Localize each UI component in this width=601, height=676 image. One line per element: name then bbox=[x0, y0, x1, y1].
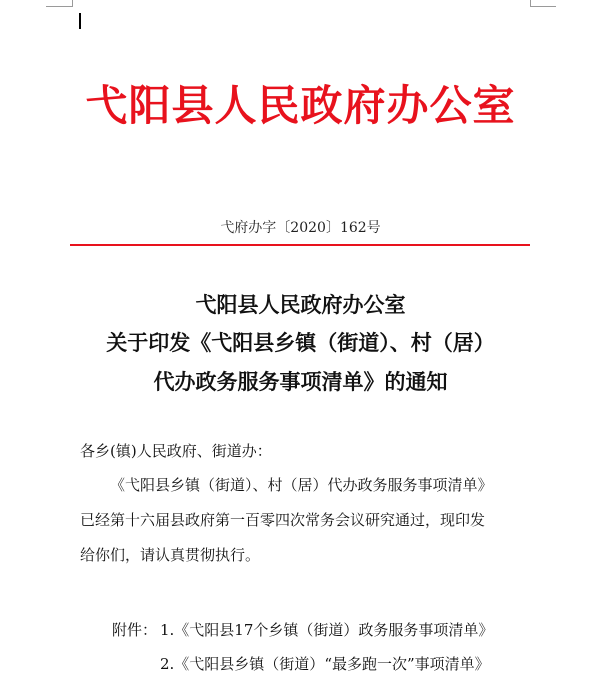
body-line-1: 《弋阳县乡镇（街道）、村（居）代办政务服务事项清单》 bbox=[110, 476, 493, 494]
red-divider-line bbox=[70, 244, 530, 246]
corner-mark-top-right-vertical bbox=[530, 0, 531, 7]
document-title-line-1: 弋阳县人民政府办公室 bbox=[195, 293, 406, 317]
corner-mark-top-left-vertical bbox=[72, 0, 73, 7]
body-line-3: 给你们，请认真贯彻执行。 bbox=[80, 546, 261, 564]
corner-mark-top-right-horizontal bbox=[530, 6, 556, 7]
letterhead-title: 弋阳县人民政府办公室 bbox=[85, 81, 516, 130]
salutation: 各乡(镇)人民政府、街道办： bbox=[80, 442, 272, 460]
attachment-item-2: 2.《弋阳县乡镇（街道）“最多跑一次”事项清单》 bbox=[160, 655, 490, 673]
document-title-line-3: 代办政务服务事项清单》的通知 bbox=[153, 370, 448, 394]
attachments-label: 附件： bbox=[112, 621, 158, 639]
corner-mark-top-left-horizontal bbox=[46, 6, 72, 7]
text-cursor bbox=[79, 13, 81, 29]
attachment-item-1: 1.《弋阳县17个乡镇（街道）政务服务事项清单》 bbox=[160, 621, 494, 639]
body-line-2: 已经第十六届县政府第一百零四次常务会议研究通过，现印发 bbox=[80, 511, 486, 529]
document-title-line-2: 关于印发《弋阳县乡镇（街道）、村（居） bbox=[106, 331, 495, 355]
document-number: 弋府办字〔2020〕162号 bbox=[220, 220, 381, 236]
